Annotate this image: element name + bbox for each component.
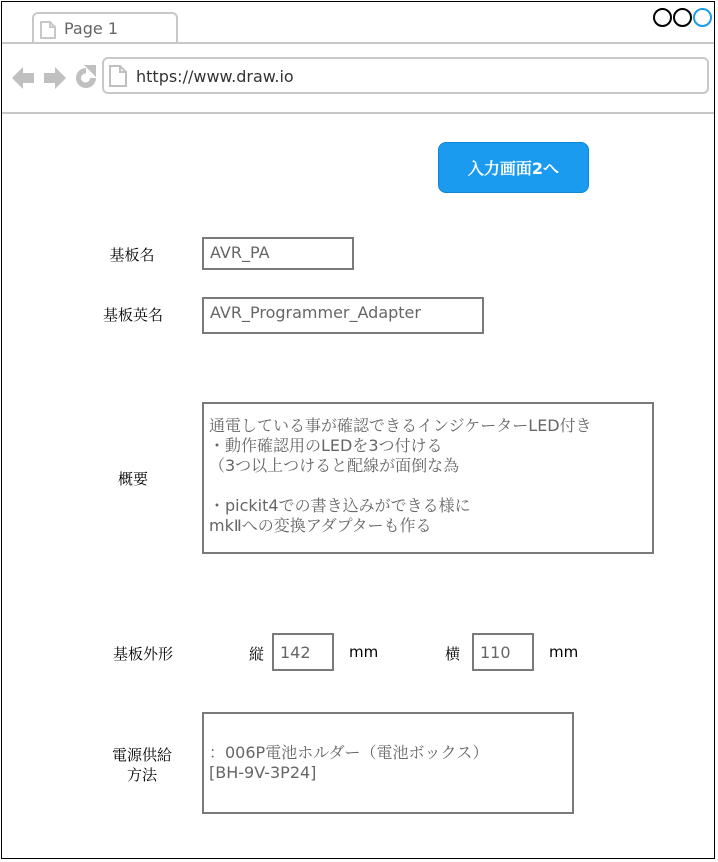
power-supply-method-label-line1: 電源供給 — [111, 746, 172, 764]
navigation-buttons — [10, 64, 100, 92]
window-close-icon[interactable] — [693, 8, 712, 27]
board-english-name-field[interactable]: AVR_Programmer_Adapter — [202, 297, 484, 334]
go-to-input-screen-2-button[interactable]: 入力画面2へ — [438, 142, 589, 193]
power-supply-method-field[interactable]: ：006P電池ホルダー（電池ボックス） [BH-9V-3P24] — [202, 712, 574, 814]
window-controls — [653, 8, 712, 27]
browser-window — [1, 1, 715, 859]
height-field[interactable]: 142 — [272, 633, 334, 671]
tab-label: Page 1 — [64, 19, 118, 38]
board-name-field[interactable]: AVR_PA — [202, 237, 354, 270]
overview-label: 概要 — [117, 470, 148, 488]
tab-divider — [2, 42, 714, 44]
tab-page-1[interactable] — [32, 12, 178, 43]
width-unit: mm — [549, 643, 579, 661]
page-icon — [109, 65, 127, 87]
forward-arrow-icon[interactable] — [44, 67, 66, 89]
width-field[interactable]: 110 — [472, 633, 534, 671]
board-outline-label: 基板外形 — [112, 645, 173, 663]
back-arrow-icon[interactable] — [12, 67, 34, 89]
overview-textarea[interactable]: 通電している事が確認できるインジケーターLED付き ・動作確認用のLEDを3つ付ける （3つ以上つけると配線が面倒な為 ・pickit4での書き込みができる様に mkⅡへの変換アダプターも作る — [202, 402, 654, 554]
power-supply-method-label — [102, 745, 182, 785]
power-supply-method-label-line2: 方法 — [126, 766, 157, 784]
height-label: 縦 — [249, 645, 265, 663]
height-unit: mm — [349, 643, 379, 661]
address-bar[interactable] — [102, 57, 709, 94]
url-text: https://www.draw.io — [136, 67, 294, 86]
toolbar-divider — [2, 112, 714, 114]
window-minimize-icon[interactable] — [653, 8, 672, 27]
width-label: 横 — [445, 645, 461, 663]
reload-icon[interactable] — [76, 65, 96, 88]
window-maximize-icon[interactable] — [673, 8, 692, 27]
board-english-name-label: 基板英名 — [102, 306, 163, 324]
board-name-label: 基板名 — [109, 246, 155, 264]
document-icon — [40, 21, 56, 39]
